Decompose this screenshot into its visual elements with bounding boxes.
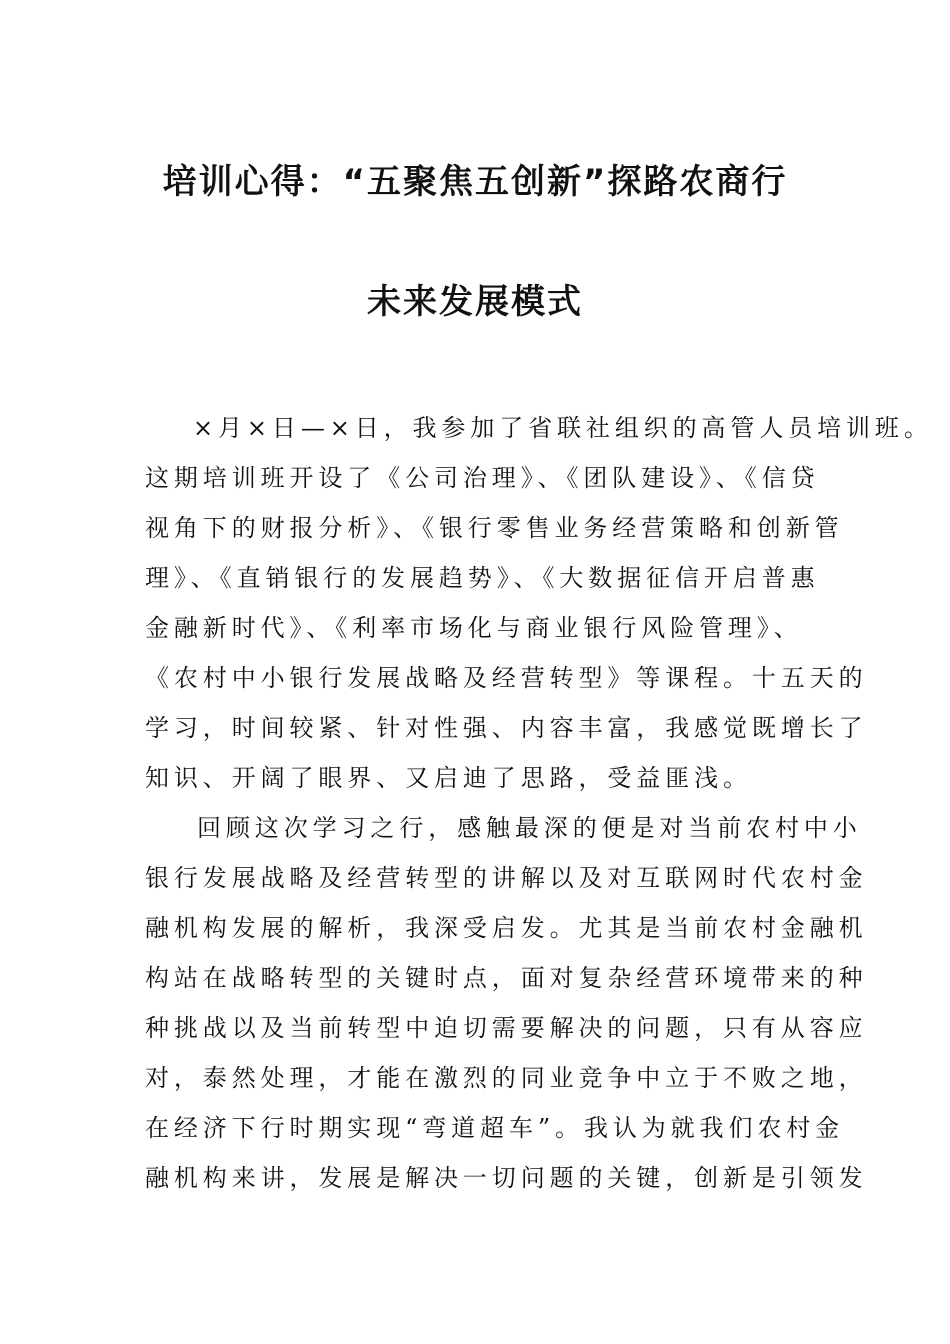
body-line: 对，泰然处理，才能在激烈的同业竞争中立于不败之地， (145, 1064, 868, 1092)
body-line: 金融新时代》、《利率市场化与商业银行风险管理》、 (145, 614, 803, 642)
title-line-1: 培训心得：“五聚焦五创新”探路农商行 (162, 162, 788, 202)
body-line: 理》、《直销银行的发展趋势》、《大数据征信开启普惠 (145, 564, 820, 592)
body-line: 种挑战以及当前转型中迫切需要解决的问题，只有从容应 (145, 1014, 868, 1042)
body-line: 这期培训班开设了《公司治理》、《团队建设》、《信贷 (145, 464, 820, 492)
title-line-2: 未来发展模式 (367, 282, 583, 322)
body-line: 《农村中小银行发展战略及经营转型》等课程。十五天的 (145, 664, 868, 692)
body-line: 知识、开阔了眼界、又启迪了思路，受益匪浅。 (145, 764, 752, 792)
body-line: 在经济下行时期实现“弯道超车”。我认为就我们农村金 (145, 1114, 845, 1142)
body-line: 融机构发展的解析，我深受启发。尤其是当前农村金融机 (145, 914, 868, 942)
body-line: 学习，时间较紧、针对性强、内容丰富，我感觉既增长了 (145, 714, 868, 742)
body-line: 构站在战略转型的关键时点，面对复杂经营环境带来的种 (145, 964, 868, 992)
body-line: 融机构来讲，发展是解决一切问题的关键，创新是引领发 (145, 1164, 868, 1192)
body-line: 回顾这次学习之行，感触最深的便是对当前农村中小 (197, 814, 862, 842)
body-line: 视角下的财报分析》、《银行零售业务经营策略和创新管 (145, 514, 844, 542)
body-line: 银行发展战略及经营转型的讲解以及对互联网时代农村金 (145, 864, 868, 892)
body-line: ×月×日—×日，我参加了省联社组织的高管人员培训班。 (193, 414, 933, 442)
